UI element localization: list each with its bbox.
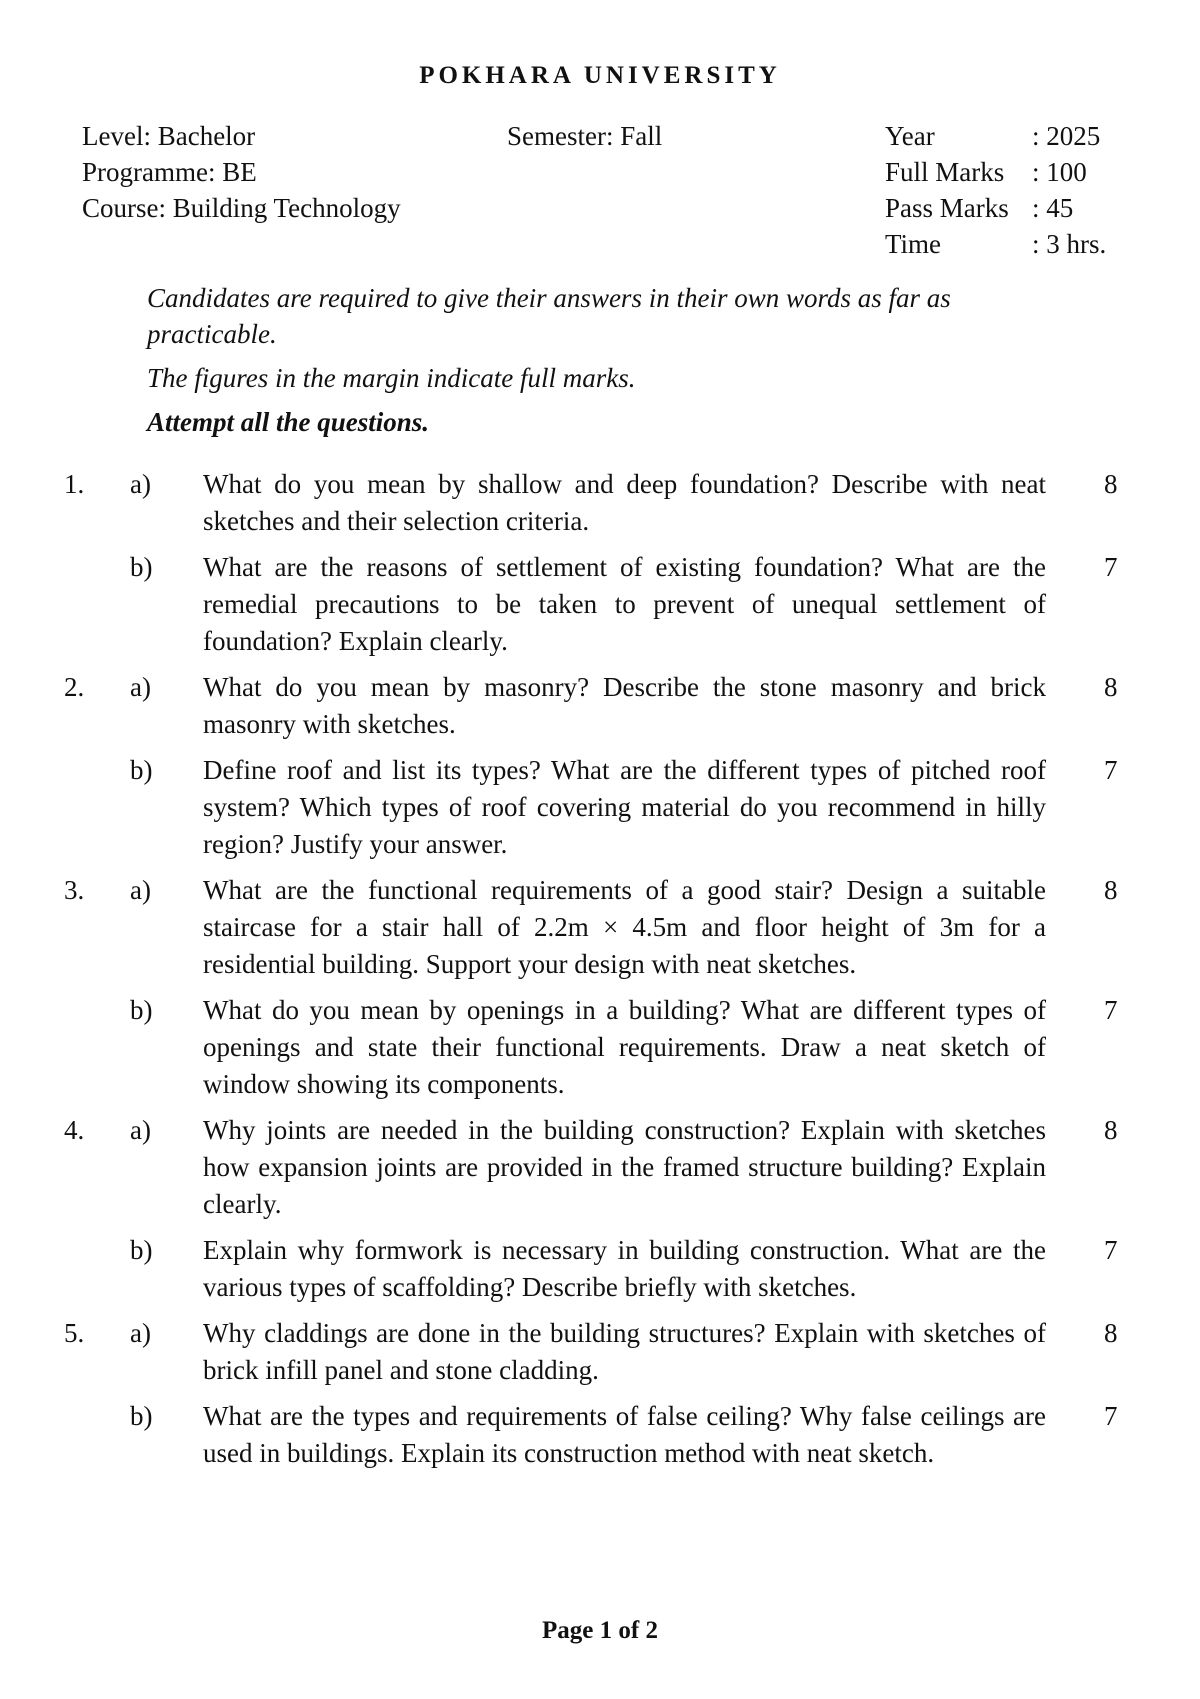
question-2a xyxy=(64,669,1124,743)
question-part-letter: b) xyxy=(130,1235,153,1265)
question-3a xyxy=(64,872,1124,983)
question-4b xyxy=(64,1232,1124,1306)
question-text: Define roof and list its types? What are the different types of pitched roof system? Which types of roof covering material do you recommend in hilly region? Justify your answer. xyxy=(203,755,1046,859)
pass-marks-label: Pass Marks xyxy=(885,193,1009,223)
question-part-letter: a) xyxy=(130,672,151,702)
time-value: : 3 hrs. xyxy=(1032,229,1107,259)
question-1b xyxy=(64,549,1124,660)
question-1a xyxy=(64,466,1124,540)
year-value: : 2025 xyxy=(1032,121,1101,151)
question-marks: 8 xyxy=(1104,1318,1118,1348)
question-part-letter: a) xyxy=(130,1318,151,1348)
meta-left-column xyxy=(82,118,502,226)
question-marks: 8 xyxy=(1104,1115,1118,1145)
question-2b xyxy=(64,752,1124,863)
question-marks: 8 xyxy=(1104,875,1118,905)
question-marks: 7 xyxy=(1104,552,1118,582)
course-label: Course: Building Technology xyxy=(82,193,401,223)
programme-label: Programme: BE xyxy=(82,157,257,187)
full-marks-label: Full Marks xyxy=(885,157,1005,187)
question-marks: 8 xyxy=(1104,469,1118,499)
question-5a xyxy=(64,1315,1124,1389)
question-text: Why claddings are done in the building structures? Explain with sketches of brick infill panel and stone cladding. xyxy=(203,1318,1046,1385)
question-marks: 7 xyxy=(1104,995,1118,1025)
question-text: What do you mean by masonry? Describe the stone masonry and brick masonry with sketches. xyxy=(203,672,1046,739)
year-label: Year xyxy=(885,121,935,151)
instruction-attempt-all: Attempt all the questions. xyxy=(147,407,430,437)
full-marks-value: : 100 xyxy=(1032,157,1087,187)
question-part-letter: b) xyxy=(130,1401,153,1431)
question-text: What are the types and requirements of false ceiling? Why false ceilings are used in buildings. Explain its construction method with neat sketch. xyxy=(203,1401,1046,1468)
question-part-letter: a) xyxy=(130,469,151,499)
full-marks-row xyxy=(885,154,1125,190)
question-5b xyxy=(64,1398,1124,1472)
instruction-margin-marks: The figures in the margin indicate full marks. xyxy=(147,363,636,393)
question-number: 2. xyxy=(64,672,85,702)
time-row xyxy=(885,226,1125,262)
question-text: Explain why formwork is necessary in building construction. What are the various types of scaffolding? Describe briefly with sketches. xyxy=(203,1235,1046,1302)
question-marks: 8 xyxy=(1104,672,1118,702)
meta-right-column xyxy=(885,118,1125,262)
pass-marks-row xyxy=(885,190,1125,226)
question-text: What do you mean by shallow and deep foundation? Describe with neat sketches and their selection criteria. xyxy=(203,469,1046,536)
question-marks: 7 xyxy=(1104,1401,1118,1431)
pass-marks-value: : 45 xyxy=(1032,193,1074,223)
question-text: Why joints are needed in the building construction? Explain with sketches how expansion joints are provided in the framed structure building? Explain clearly. xyxy=(203,1115,1046,1219)
question-3b xyxy=(64,992,1124,1103)
question-part-letter: b) xyxy=(130,995,153,1025)
page-number: Page 1 of 2 xyxy=(542,1617,658,1644)
level-label: Level: Bachelor xyxy=(82,121,256,151)
question-part-letter: a) xyxy=(130,1115,151,1145)
question-text: What are the functional requirements of a good stair? Design a suitable staircase for a stair hall of 2.2m × 4.5m and floor height of 3m for a residential building. Support your design with neat sketches. xyxy=(203,875,1046,979)
question-marks: 7 xyxy=(1104,1235,1118,1265)
question-number: 1. xyxy=(64,469,85,499)
university-title: POKHARA UNIVERSITY xyxy=(419,62,781,89)
question-4a xyxy=(64,1112,1124,1223)
question-text: What are the reasons of settlement of existing foundation? What are the remedial precautions to be taken to prevent of unequal settlement of foundation? Explain clearly. xyxy=(203,552,1046,656)
question-list xyxy=(64,466,1124,1481)
instruction-own-words: Candidates are required to give their answers in their own words as far as practicable. xyxy=(147,283,951,349)
question-marks: 7 xyxy=(1104,755,1118,785)
question-part-letter: b) xyxy=(130,552,153,582)
question-part-letter: a) xyxy=(130,875,151,905)
question-text: What do you mean by openings in a building? What are different types of openings and state their functional requirements. Draw a neat sketch of window showing its components. xyxy=(203,995,1046,1099)
question-number: 3. xyxy=(64,875,85,905)
meta-middle-column xyxy=(507,118,767,154)
semester-label: Semester: Fall xyxy=(507,121,663,151)
question-part-letter: b) xyxy=(130,755,153,785)
question-number: 5. xyxy=(64,1318,85,1348)
year-row xyxy=(885,118,1125,154)
time-label: Time xyxy=(885,229,942,259)
question-number: 4. xyxy=(64,1115,85,1145)
instructions xyxy=(147,280,1067,448)
